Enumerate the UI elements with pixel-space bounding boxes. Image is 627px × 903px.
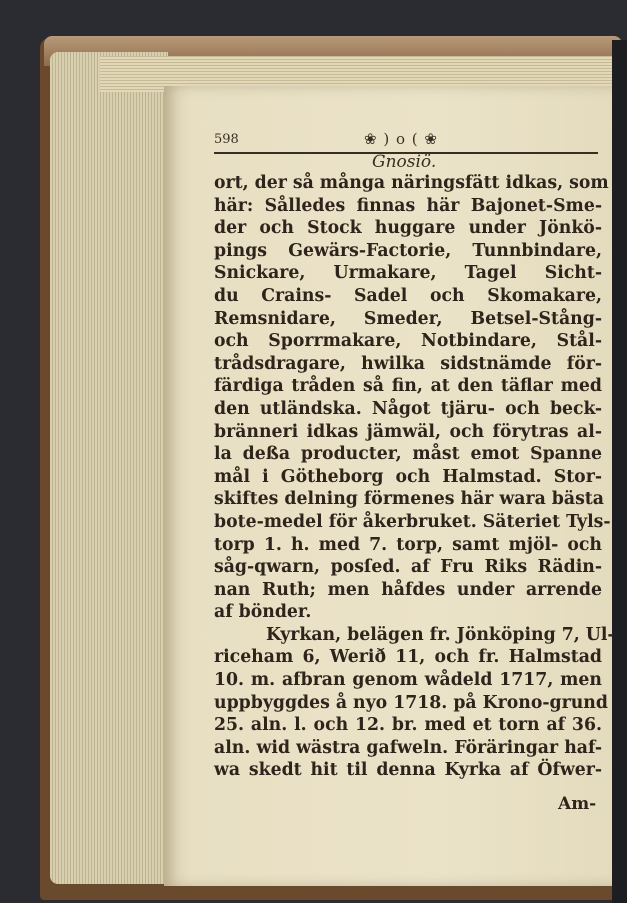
page-number: 598 [214, 132, 239, 147]
text-line: wa skedt hit til denna Kyrka af Öfwer- [214, 760, 602, 781]
background-edge [612, 40, 627, 903]
text-line: af bönder. [214, 602, 312, 623]
text-line: nan Ruth; men håfdes under arrende [214, 579, 602, 600]
text-line: 10. m. afbran genom wådeld 1717, men [214, 670, 602, 691]
text-line: pings Gewärs-Factorie, Tunnbindare, [214, 240, 602, 261]
text-line: mål i Götheborg och Halmstad. Stor- [214, 466, 602, 487]
text-line: Snickare, Urmakare, Tagel Sicht- [214, 263, 602, 284]
text-line: du Crains- Sadel och Skomakare, [214, 285, 602, 306]
text-line: aln. wid wästra gafweln. Föräringar haf- [214, 737, 602, 758]
text-line: torp 1. h. med 7. torp, samt mjöl- och [214, 534, 602, 555]
text-line: la deßa producter, måst emot Spanne [214, 444, 602, 465]
header-ornament: ❀ ) o ( ❀ [364, 130, 438, 148]
text-line: skiftes delning förmenes här wara bästa [214, 489, 604, 510]
text-line: uppbyggdes å nyo 1718. på Krono-grund [214, 692, 608, 713]
running-title: Gnosiö. [372, 152, 437, 172]
text-line: här: Sålledes finnas här Bajonet-Sme- [214, 195, 602, 216]
text-line: bote-medel för åkerbruket. Säteriet Tyls- [214, 511, 611, 532]
text-line: ort, der så många näringsfätt idkas, som [214, 173, 609, 193]
text-line: färdiga tråden så fin, at den täflar med [214, 376, 602, 397]
catchword: Am- [558, 794, 597, 814]
text-line: den utländska. Något tjäru- och beck- [214, 398, 602, 419]
text-line: Kyrkan, belägen fr. Jönköping 7, Ul- [266, 624, 615, 645]
page-stack-edge [50, 52, 168, 884]
text-line: 25. aln. l. och 12. br. med et torn af 36. [214, 715, 602, 736]
page-header [214, 130, 604, 152]
body-text [214, 172, 615, 782]
text-line: och Sporrmakare, Notbindare, Stål- [214, 331, 602, 352]
text-line: Remsnidare, Smeder, Betsel-Stång- [214, 308, 602, 329]
text-line: trådsdragare, hwilka sidstnämde för- [214, 353, 602, 374]
text-line: riceham 6, Werið 11, och fr. Halmstad [214, 647, 602, 668]
text-line: der och Stock huggare under Jönkö- [214, 218, 602, 239]
text-line: bränneri idkas jämwäl, och förytras al- [214, 421, 602, 442]
text-line: såg-qwarn, posſed. af Fru Riks Rädin- [214, 557, 602, 578]
